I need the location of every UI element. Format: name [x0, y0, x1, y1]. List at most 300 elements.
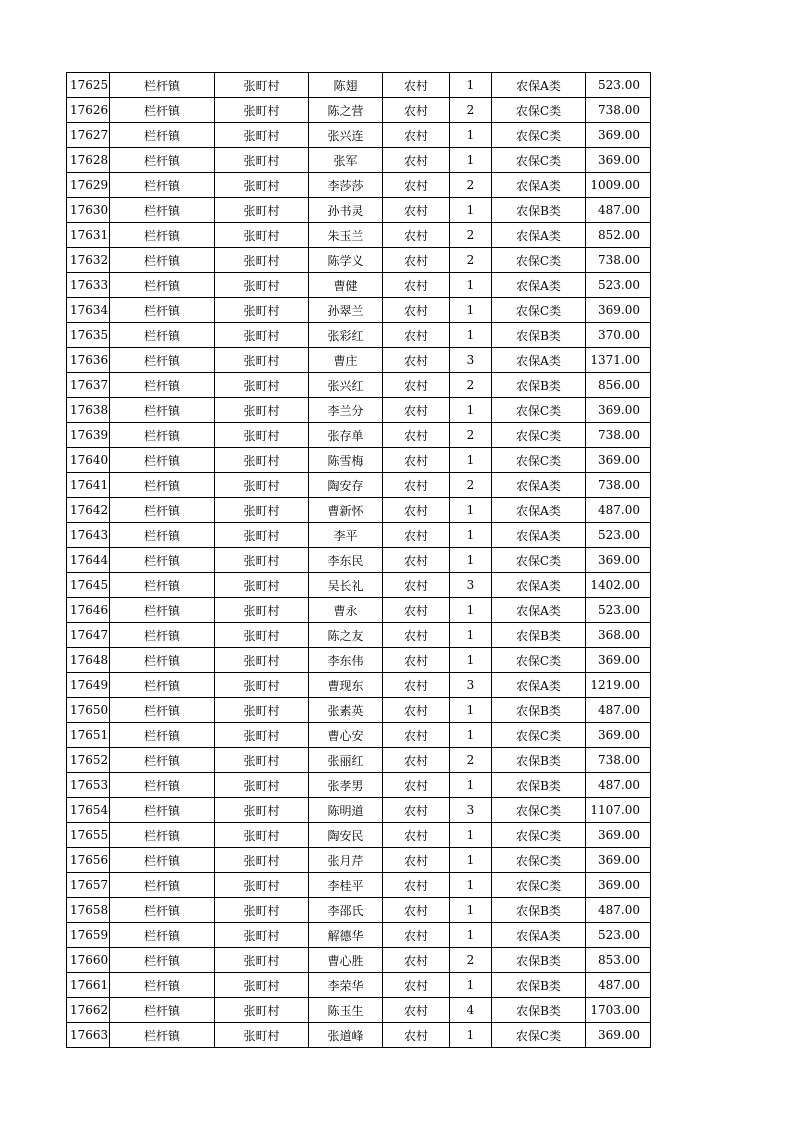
type-cell: 农村 [383, 823, 450, 848]
count-cell: 1 [450, 148, 492, 173]
id-cell: 17648 [67, 648, 110, 673]
type-cell: 农村 [383, 173, 450, 198]
count-cell: 3 [450, 673, 492, 698]
count-cell: 1 [450, 773, 492, 798]
table-row [67, 198, 651, 223]
table-row [67, 123, 651, 148]
table-row [67, 473, 651, 498]
amount-cell: 856.00 [586, 373, 651, 398]
table-row [67, 773, 651, 798]
table-row [67, 298, 651, 323]
village-cell: 张町村 [215, 548, 309, 573]
type-cell: 农村 [383, 573, 450, 598]
amount-cell: 738.00 [586, 473, 651, 498]
type-cell: 农村 [383, 473, 450, 498]
type-cell: 农村 [383, 748, 450, 773]
category-cell: 农保A类 [492, 348, 586, 373]
village-cell: 张町村 [215, 598, 309, 623]
village-cell: 张町村 [215, 473, 309, 498]
town-cell: 栏杆镇 [110, 198, 215, 223]
id-cell: 17646 [67, 598, 110, 623]
count-cell: 1 [450, 598, 492, 623]
table-row [67, 398, 651, 423]
village-cell: 张町村 [215, 348, 309, 373]
amount-cell: 1402.00 [586, 573, 651, 598]
id-cell: 17644 [67, 548, 110, 573]
village-cell: 张町村 [215, 898, 309, 923]
category-cell: 农保B类 [492, 773, 586, 798]
village-cell: 张町村 [215, 573, 309, 598]
id-cell: 17636 [67, 348, 110, 373]
category-cell: 农保B类 [492, 623, 586, 648]
count-cell: 3 [450, 348, 492, 373]
name-cell: 解德华 [309, 923, 383, 948]
type-cell: 农村 [383, 623, 450, 648]
name-cell: 李平 [309, 523, 383, 548]
town-cell: 栏杆镇 [110, 398, 215, 423]
town-cell: 栏杆镇 [110, 223, 215, 248]
category-cell: 农保A类 [492, 673, 586, 698]
town-cell: 栏杆镇 [110, 248, 215, 273]
town-cell: 栏杆镇 [110, 823, 215, 848]
id-cell: 17663 [67, 1023, 110, 1048]
type-cell: 农村 [383, 373, 450, 398]
town-cell: 栏杆镇 [110, 848, 215, 873]
count-cell: 1 [450, 898, 492, 923]
amount-cell: 853.00 [586, 948, 651, 973]
table-row [67, 273, 651, 298]
amount-cell: 369.00 [586, 848, 651, 873]
amount-cell: 487.00 [586, 773, 651, 798]
table-row [67, 723, 651, 748]
name-cell: 李莎莎 [309, 173, 383, 198]
name-cell: 曹现东 [309, 673, 383, 698]
town-cell: 栏杆镇 [110, 873, 215, 898]
village-cell: 张町村 [215, 498, 309, 523]
count-cell: 1 [450, 73, 492, 98]
name-cell: 陈雪梅 [309, 448, 383, 473]
table-row [67, 973, 651, 998]
village-cell: 张町村 [215, 973, 309, 998]
name-cell: 李兰分 [309, 398, 383, 423]
amount-cell: 523.00 [586, 73, 651, 98]
id-cell: 17637 [67, 373, 110, 398]
category-cell: 农保A类 [492, 273, 586, 298]
id-cell: 17639 [67, 423, 110, 448]
id-cell: 17630 [67, 198, 110, 223]
amount-cell: 738.00 [586, 98, 651, 123]
amount-cell: 369.00 [586, 548, 651, 573]
id-cell: 17658 [67, 898, 110, 923]
type-cell: 农村 [383, 798, 450, 823]
type-cell: 农村 [383, 1023, 450, 1048]
name-cell: 陈明道 [309, 798, 383, 823]
name-cell: 陈学义 [309, 248, 383, 273]
village-cell: 张町村 [215, 873, 309, 898]
count-cell: 1 [450, 123, 492, 148]
table-row [67, 98, 651, 123]
amount-cell: 1107.00 [586, 798, 651, 823]
name-cell: 孙书灵 [309, 198, 383, 223]
category-cell: 农保C类 [492, 248, 586, 273]
amount-cell: 369.00 [586, 448, 651, 473]
type-cell: 农村 [383, 98, 450, 123]
name-cell: 曹心胜 [309, 948, 383, 973]
id-cell: 17638 [67, 398, 110, 423]
table-row [67, 248, 651, 273]
name-cell: 李荣华 [309, 973, 383, 998]
town-cell: 栏杆镇 [110, 348, 215, 373]
category-cell: 农保C类 [492, 298, 586, 323]
amount-cell: 523.00 [586, 273, 651, 298]
type-cell: 农村 [383, 123, 450, 148]
type-cell: 农村 [383, 423, 450, 448]
category-cell: 农保C类 [492, 723, 586, 748]
category-cell: 农保C类 [492, 398, 586, 423]
town-cell: 栏杆镇 [110, 448, 215, 473]
type-cell: 农村 [383, 348, 450, 373]
count-cell: 1 [450, 648, 492, 673]
category-cell: 农保C类 [492, 798, 586, 823]
name-cell: 曹庄 [309, 348, 383, 373]
amount-cell: 738.00 [586, 748, 651, 773]
id-cell: 17653 [67, 773, 110, 798]
amount-cell: 369.00 [586, 648, 651, 673]
id-cell: 17626 [67, 98, 110, 123]
type-cell: 农村 [383, 948, 450, 973]
name-cell: 陈翅 [309, 73, 383, 98]
name-cell: 曹健 [309, 273, 383, 298]
category-cell: 农保A类 [492, 223, 586, 248]
amount-cell: 369.00 [586, 1023, 651, 1048]
village-cell: 张町村 [215, 948, 309, 973]
type-cell: 农村 [383, 773, 450, 798]
village-cell: 张町村 [215, 673, 309, 698]
amount-cell: 487.00 [586, 698, 651, 723]
id-cell: 17662 [67, 998, 110, 1023]
name-cell: 孙翠兰 [309, 298, 383, 323]
amount-cell: 370.00 [586, 323, 651, 348]
village-cell: 张町村 [215, 823, 309, 848]
town-cell: 栏杆镇 [110, 373, 215, 398]
count-cell: 1 [450, 723, 492, 748]
table-row [67, 848, 651, 873]
amount-cell: 369.00 [586, 123, 651, 148]
category-cell: 农保B类 [492, 373, 586, 398]
amount-cell: 369.00 [586, 723, 651, 748]
amount-cell: 369.00 [586, 873, 651, 898]
village-cell: 张町村 [215, 773, 309, 798]
amount-cell: 487.00 [586, 898, 651, 923]
count-cell: 2 [450, 223, 492, 248]
id-cell: 17634 [67, 298, 110, 323]
table-row [67, 73, 651, 98]
id-cell: 17633 [67, 273, 110, 298]
type-cell: 农村 [383, 298, 450, 323]
table-row [67, 648, 651, 673]
town-cell: 栏杆镇 [110, 998, 215, 1023]
table-row [67, 898, 651, 923]
village-cell: 张町村 [215, 448, 309, 473]
village-cell: 张町村 [215, 1023, 309, 1048]
count-cell: 1 [450, 273, 492, 298]
type-cell: 农村 [383, 273, 450, 298]
id-cell: 17657 [67, 873, 110, 898]
id-cell: 17649 [67, 673, 110, 698]
name-cell: 陶安民 [309, 823, 383, 848]
count-cell: 1 [450, 448, 492, 473]
town-cell: 栏杆镇 [110, 723, 215, 748]
town-cell: 栏杆镇 [110, 648, 215, 673]
count-cell: 1 [450, 873, 492, 898]
amount-cell: 1703.00 [586, 998, 651, 1023]
id-cell: 17625 [67, 73, 110, 98]
type-cell: 农村 [383, 723, 450, 748]
count-cell: 1 [450, 198, 492, 223]
type-cell: 农村 [383, 248, 450, 273]
amount-cell: 368.00 [586, 623, 651, 648]
category-cell: 农保B类 [492, 998, 586, 1023]
village-cell: 张町村 [215, 173, 309, 198]
count-cell: 3 [450, 798, 492, 823]
village-cell: 张町村 [215, 98, 309, 123]
count-cell: 1 [450, 623, 492, 648]
village-cell: 张町村 [215, 423, 309, 448]
id-cell: 17642 [67, 498, 110, 523]
village-cell: 张町村 [215, 198, 309, 223]
table-row [67, 1023, 651, 1048]
name-cell: 陶安存 [309, 473, 383, 498]
village-cell: 张町村 [215, 273, 309, 298]
category-cell: 农保C类 [492, 148, 586, 173]
village-cell: 张町村 [215, 998, 309, 1023]
type-cell: 农村 [383, 198, 450, 223]
amount-cell: 1219.00 [586, 673, 651, 698]
town-cell: 栏杆镇 [110, 148, 215, 173]
town-cell: 栏杆镇 [110, 548, 215, 573]
amount-cell: 523.00 [586, 598, 651, 623]
table-row [67, 573, 651, 598]
name-cell: 曹心安 [309, 723, 383, 748]
town-cell: 栏杆镇 [110, 698, 215, 723]
table-row [67, 873, 651, 898]
data-table [66, 72, 651, 1048]
category-cell: 农保B类 [492, 973, 586, 998]
category-cell: 农保A类 [492, 498, 586, 523]
id-cell: 17652 [67, 748, 110, 773]
category-cell: 农保B类 [492, 748, 586, 773]
category-cell: 农保B类 [492, 898, 586, 923]
town-cell: 栏杆镇 [110, 273, 215, 298]
id-cell: 17660 [67, 948, 110, 973]
id-cell: 17654 [67, 798, 110, 823]
count-cell: 1 [450, 923, 492, 948]
town-cell: 栏杆镇 [110, 948, 215, 973]
count-cell: 2 [450, 173, 492, 198]
town-cell: 栏杆镇 [110, 523, 215, 548]
id-cell: 17631 [67, 223, 110, 248]
town-cell: 栏杆镇 [110, 923, 215, 948]
category-cell: 农保C类 [492, 123, 586, 148]
name-cell: 李东伟 [309, 648, 383, 673]
id-cell: 17635 [67, 323, 110, 348]
name-cell: 张孝男 [309, 773, 383, 798]
table-row [67, 623, 651, 648]
town-cell: 栏杆镇 [110, 473, 215, 498]
id-cell: 17661 [67, 973, 110, 998]
town-cell: 栏杆镇 [110, 573, 215, 598]
id-cell: 17659 [67, 923, 110, 948]
amount-cell: 1371.00 [586, 348, 651, 373]
count-cell: 1 [450, 548, 492, 573]
type-cell: 农村 [383, 323, 450, 348]
table-row [67, 923, 651, 948]
category-cell: 农保C类 [492, 548, 586, 573]
table-row [67, 498, 651, 523]
name-cell: 李桂平 [309, 873, 383, 898]
type-cell: 农村 [383, 673, 450, 698]
village-cell: 张町村 [215, 148, 309, 173]
category-cell: 农保A类 [492, 923, 586, 948]
amount-cell: 738.00 [586, 423, 651, 448]
name-cell: 张兴红 [309, 373, 383, 398]
type-cell: 农村 [383, 923, 450, 948]
name-cell: 张丽红 [309, 748, 383, 773]
village-cell: 张町村 [215, 323, 309, 348]
table-row [67, 698, 651, 723]
table-row [67, 348, 651, 373]
amount-cell: 487.00 [586, 198, 651, 223]
category-cell: 农保C类 [492, 98, 586, 123]
type-cell: 农村 [383, 398, 450, 423]
id-cell: 17629 [67, 173, 110, 198]
name-cell: 李东民 [309, 548, 383, 573]
count-cell: 4 [450, 998, 492, 1023]
category-cell: 农保B类 [492, 948, 586, 973]
count-cell: 2 [450, 473, 492, 498]
amount-cell: 852.00 [586, 223, 651, 248]
count-cell: 1 [450, 973, 492, 998]
village-cell: 张町村 [215, 523, 309, 548]
name-cell: 吴长礼 [309, 573, 383, 598]
village-cell: 张町村 [215, 848, 309, 873]
town-cell: 栏杆镇 [110, 973, 215, 998]
table-row [67, 998, 651, 1023]
amount-cell: 369.00 [586, 398, 651, 423]
table-row [67, 798, 651, 823]
town-cell: 栏杆镇 [110, 773, 215, 798]
town-cell: 栏杆镇 [110, 673, 215, 698]
table-row [67, 548, 651, 573]
count-cell: 1 [450, 498, 492, 523]
count-cell: 3 [450, 573, 492, 598]
type-cell: 农村 [383, 848, 450, 873]
id-cell: 17628 [67, 148, 110, 173]
count-cell: 1 [450, 523, 492, 548]
table-row [67, 173, 651, 198]
id-cell: 17656 [67, 848, 110, 873]
type-cell: 农村 [383, 698, 450, 723]
count-cell: 2 [450, 423, 492, 448]
name-cell: 张素英 [309, 698, 383, 723]
id-cell: 17651 [67, 723, 110, 748]
category-cell: 农保C类 [492, 873, 586, 898]
category-cell: 农保C类 [492, 1023, 586, 1048]
type-cell: 农村 [383, 598, 450, 623]
name-cell: 李邵氏 [309, 898, 383, 923]
name-cell: 陈之营 [309, 98, 383, 123]
id-cell: 17640 [67, 448, 110, 473]
table-body [67, 73, 651, 1048]
category-cell: 农保C类 [492, 448, 586, 473]
category-cell: 农保C类 [492, 648, 586, 673]
village-cell: 张町村 [215, 398, 309, 423]
category-cell: 农保C类 [492, 848, 586, 873]
count-cell: 1 [450, 823, 492, 848]
id-cell: 17627 [67, 123, 110, 148]
village-cell: 张町村 [215, 923, 309, 948]
type-cell: 农村 [383, 523, 450, 548]
town-cell: 栏杆镇 [110, 748, 215, 773]
name-cell: 张兴连 [309, 123, 383, 148]
amount-cell: 369.00 [586, 823, 651, 848]
category-cell: 农保B类 [492, 198, 586, 223]
name-cell: 陈玉生 [309, 998, 383, 1023]
type-cell: 农村 [383, 548, 450, 573]
id-cell: 17650 [67, 698, 110, 723]
id-cell: 17643 [67, 523, 110, 548]
type-cell: 农村 [383, 448, 450, 473]
village-cell: 张町村 [215, 248, 309, 273]
amount-cell: 369.00 [586, 148, 651, 173]
town-cell: 栏杆镇 [110, 1023, 215, 1048]
table-row [67, 223, 651, 248]
village-cell: 张町村 [215, 373, 309, 398]
village-cell: 张町村 [215, 223, 309, 248]
town-cell: 栏杆镇 [110, 323, 215, 348]
amount-cell: 523.00 [586, 923, 651, 948]
category-cell: 农保A类 [492, 473, 586, 498]
category-cell: 农保A类 [492, 523, 586, 548]
type-cell: 农村 [383, 898, 450, 923]
type-cell: 农村 [383, 873, 450, 898]
table-row [67, 448, 651, 473]
category-cell: 农保A类 [492, 173, 586, 198]
town-cell: 栏杆镇 [110, 423, 215, 448]
table-row [67, 948, 651, 973]
category-cell: 农保C类 [492, 823, 586, 848]
type-cell: 农村 [383, 648, 450, 673]
table-row [67, 148, 651, 173]
count-cell: 1 [450, 398, 492, 423]
table-row [67, 598, 651, 623]
village-cell: 张町村 [215, 73, 309, 98]
name-cell: 张存单 [309, 423, 383, 448]
type-cell: 农村 [383, 73, 450, 98]
town-cell: 栏杆镇 [110, 598, 215, 623]
count-cell: 1 [450, 698, 492, 723]
id-cell: 17632 [67, 248, 110, 273]
count-cell: 2 [450, 748, 492, 773]
name-cell: 张彩红 [309, 323, 383, 348]
village-cell: 张町村 [215, 298, 309, 323]
town-cell: 栏杆镇 [110, 98, 215, 123]
category-cell: 农保A类 [492, 573, 586, 598]
category-cell: 农保A类 [492, 598, 586, 623]
table-row [67, 373, 651, 398]
id-cell: 17641 [67, 473, 110, 498]
count-cell: 2 [450, 98, 492, 123]
